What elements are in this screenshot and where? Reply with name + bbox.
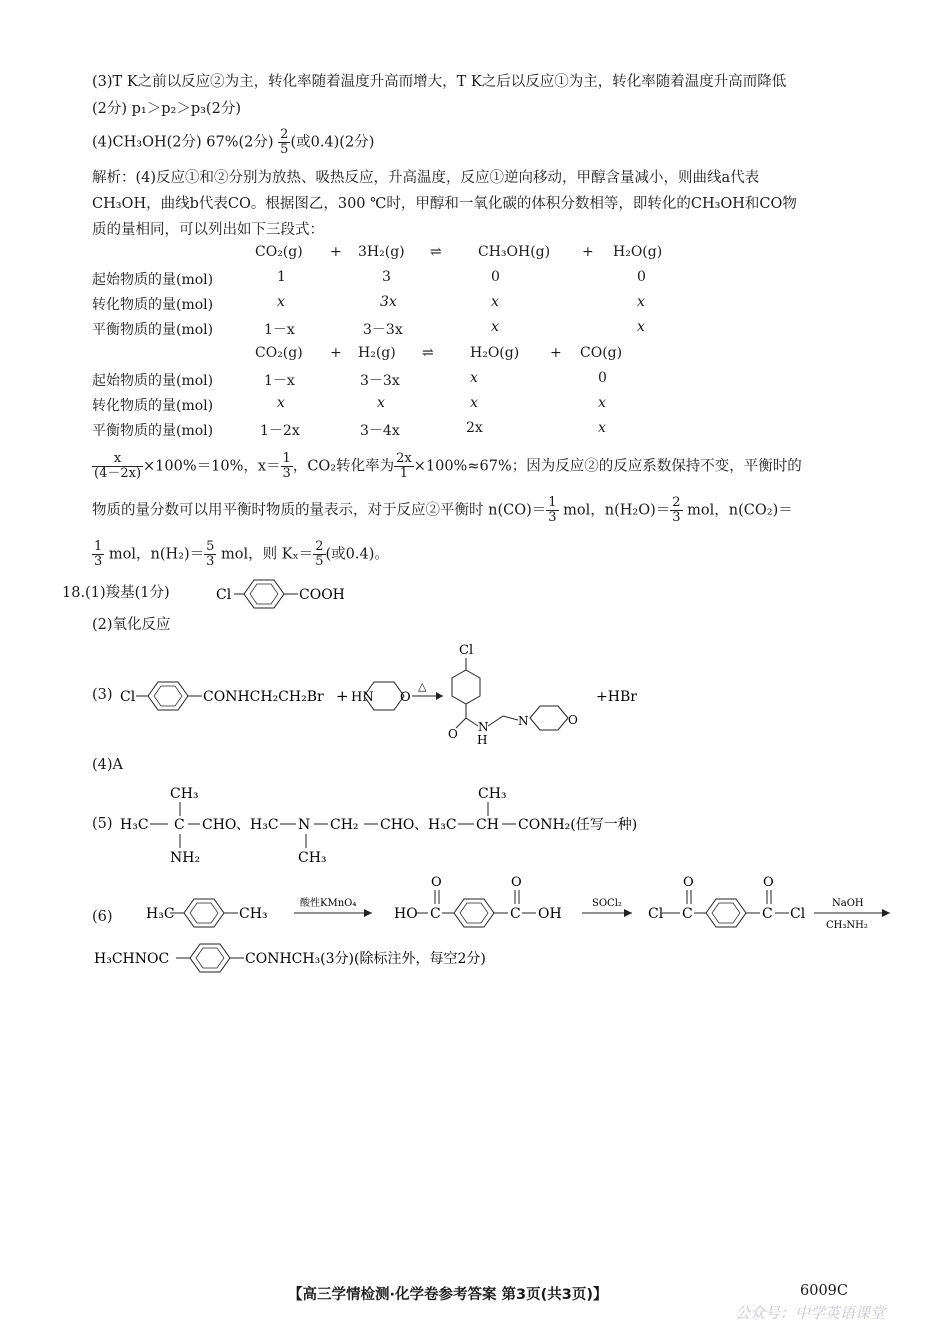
- svg-text:Cl: Cl: [648, 906, 664, 922]
- svg-text:N: N: [298, 817, 311, 833]
- q17-analysis-3: 质的量相同，可以列出如下三段式：: [92, 222, 324, 238]
- q17-p4-tail: (或0.4)(2分): [290, 134, 375, 151]
- svg-text:CH₃: CH₃: [478, 786, 507, 802]
- svg-text:H: H: [477, 733, 488, 747]
- svg-text:C: C: [510, 906, 521, 922]
- svg-text:CONHCH₂CH₂Br: CONHCH₂CH₂Br: [203, 689, 324, 705]
- svg-text:C: C: [430, 906, 441, 922]
- table-row: 起始物质的量(mol) 1 3 0 0: [92, 269, 646, 288]
- q17-analysis-1: 解析：(4)反应①和②分别为放热、吸热反应，升高温度，反应①逆向移动，甲醇含量减小，则曲线a代表: [92, 170, 760, 186]
- svg-text:、H₃C: 、H₃C: [414, 817, 457, 833]
- svg-text:COOH: COOH: [299, 587, 345, 603]
- svg-text:Cl: Cl: [120, 689, 136, 705]
- svg-text:CH₂: CH₂: [330, 817, 359, 833]
- table-row: 转化物质的量(mol) x x x x: [92, 395, 606, 414]
- svg-text:CH₃: CH₃: [239, 906, 268, 922]
- q18-p1: 18.(1)羧基(1分): [62, 585, 170, 601]
- svg-text:CHO: CHO: [202, 817, 237, 833]
- svg-text:O: O: [448, 727, 458, 741]
- svg-text:H₃C: H₃C: [120, 817, 149, 833]
- q18-p5-structure: [118, 778, 678, 870]
- q18-p2: (2)氧化反应: [92, 617, 171, 633]
- table-row: 转化物质的量(mol) x 3x x x: [92, 294, 645, 313]
- q18-p5-label: (5): [92, 816, 113, 832]
- svg-text:CHO: CHO: [380, 817, 415, 833]
- doc-code: 6009C: [800, 1283, 848, 1299]
- svg-text:CH₃NH₂: CH₃NH₂: [826, 920, 868, 931]
- svg-text:HO: HO: [394, 906, 418, 922]
- q17-p4-text: (4)CH₃OH(2分) 67%(2分): [92, 134, 274, 151]
- q18-p3-label: (3): [92, 687, 113, 703]
- svg-text:CH: CH: [476, 817, 499, 833]
- q18-p4: (4)A: [92, 757, 124, 773]
- ice-table-1: [92, 244, 712, 344]
- svg-text:△: △: [418, 680, 427, 693]
- svg-text:+: +: [336, 687, 349, 705]
- svg-text:CONH₂(任写一种): CONH₂(任写一种): [518, 817, 638, 833]
- ice-table-2: [92, 345, 712, 445]
- q18-p3-structure: [118, 638, 637, 750]
- q18-p6-label: (6): [92, 909, 113, 925]
- svg-text:Cl: Cl: [790, 906, 806, 922]
- q18-p6-line2: [92, 940, 612, 976]
- svg-text:O: O: [683, 875, 694, 890]
- svg-text:+HBr: +HBr: [596, 689, 637, 705]
- svg-text:C: C: [174, 817, 185, 833]
- svg-text:Cl: Cl: [459, 643, 474, 658]
- svg-text:C: C: [682, 906, 693, 922]
- svg-text:酸性KMnO₄: 酸性KMnO₄: [300, 898, 357, 909]
- table-row: 平衡物质的量(mol) 1－x 3－3x x x: [92, 319, 645, 338]
- svg-text:H₃C: H₃C: [146, 906, 175, 922]
- q17-analysis-2: CH₃OH，曲线b代表CO。根据图乙，300 ℃时，甲醇和一氧化碳的体积分数相等，即转化的CH₃OH和CO物: [92, 196, 797, 212]
- svg-text:CH₃: CH₃: [170, 786, 199, 802]
- calc-line-2: 物质的量分数可以用平衡时物质的量表示，对于反应②平衡时 n(CO)＝ $\frac{1}{3}$ mol，n(H₂O)＝ $\frac{2}{3}$ mol，n(CO₂)＝: [92, 495, 793, 525]
- svg-text:O: O: [431, 875, 442, 890]
- svg-text:CH₃: CH₃: [298, 850, 327, 866]
- q17-p4-frac: $\frac{2}{5}$: [280, 127, 289, 157]
- svg-text:NH₂: NH₂: [170, 850, 201, 866]
- svg-text:NaOH: NaOH: [832, 898, 864, 909]
- svg-text:N: N: [518, 714, 529, 728]
- table-row: 起始物质的量(mol) 1－x 3－3x x 0: [92, 370, 607, 389]
- svg-text:CONHCH₃(3分)(除标注外，每空2分): CONHCH₃(3分)(除标注外，每空2分): [245, 951, 486, 967]
- q18-p1-structure: [210, 575, 370, 613]
- svg-text:OH: OH: [538, 906, 562, 922]
- svg-text:SOCl₂: SOCl₂: [592, 898, 622, 909]
- watermark: 公众号：中学英语课堂: [735, 1304, 886, 1322]
- page-footer: 【高三学情检测·化学卷参考答案 第3页(共3页)】: [288, 1287, 608, 1303]
- q17-p4: [92, 128, 374, 157]
- svg-text:O: O: [511, 875, 522, 890]
- svg-text:O: O: [763, 875, 774, 890]
- svg-text:O: O: [568, 713, 578, 727]
- calc-line-1: $\frac{x}{(4-2x)}$ ×100%＝10%，x＝ $\frac{1}{3}$ ，CO₂转化率为 $\frac{2x}{1}$ ×100%≈67%；因为反应②的反应系数保持不变，平衡时的: [94, 451, 802, 481]
- equation-2: CO₂(g) + H₂(g) ⇌ H₂O(g) + CO(g): [255, 345, 623, 361]
- q18-p6-structure: [142, 868, 902, 932]
- svg-text:Cl: Cl: [216, 587, 232, 603]
- svg-text:O: O: [400, 690, 411, 705]
- q17-p3-line2: (2分) p₁＞p₂＞p₃(2分): [92, 101, 241, 117]
- svg-text:H₃CHNOC: H₃CHNOC: [94, 951, 170, 967]
- q17-p3-line1: (3)T K之前以反应②为主，转化率随着温度升高而增大，T K之后以反应①为主，转化率随着温度升高而降低: [92, 74, 787, 90]
- svg-text:C: C: [762, 906, 773, 922]
- table-row: 平衡物质的量(mol) 1－2x 3－4x 2x x: [92, 420, 606, 439]
- equation-1: CO₂(g) + 3H₂(g) ⇌ CH₃OH(g) + H₂O(g): [255, 244, 663, 260]
- calc-line-3: $\frac{1}{3}$ mol，n(H₂)＝ $\frac{5}{3}$ mol，则 Kₓ＝ $\frac{2}{5}$ (或0.4)。: [94, 539, 389, 569]
- svg-text:、H₃C: 、H₃C: [236, 817, 279, 833]
- svg-text:N: N: [478, 720, 489, 734]
- svg-text:HN: HN: [351, 690, 374, 705]
